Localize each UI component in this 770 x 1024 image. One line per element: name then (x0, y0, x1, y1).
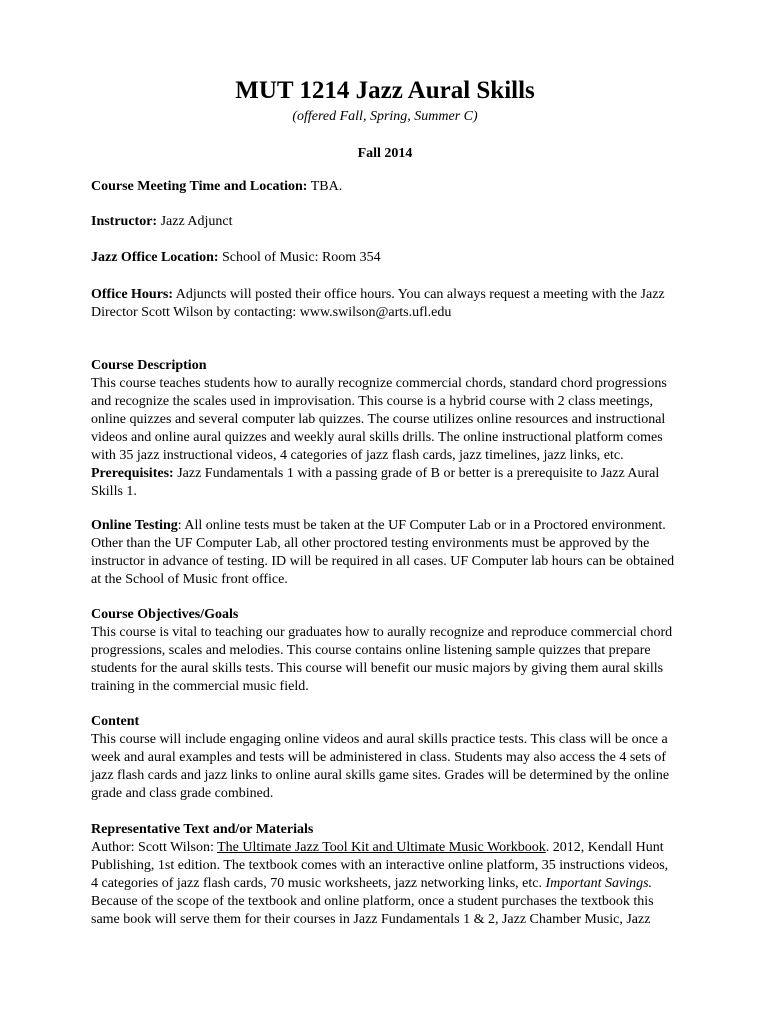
office-label: Jazz Office Location: (91, 250, 219, 265)
hours-line2: Director Scott Wilson by contacting: www.swilson@arts.ufl.edu (91, 305, 452, 320)
meeting-value: TBA. (310, 179, 343, 194)
objectives-line: students for the aural skills tests. This course will benefit our music majors by giving them aural skills (91, 661, 664, 676)
description-line: online quizzes and several computer lab quizzes. The course utilizes online resources and instructional (91, 412, 666, 427)
book-title: The Ultimate Jazz Tool Kit and Ultimate Music Workbook (217, 840, 546, 855)
course-description-heading: Course Description (91, 358, 207, 373)
materials-line3-prefix: 4 categories of jazz flash cards, 70 music worksheets, jazz networking links, etc. (91, 876, 546, 891)
instructor-info (91, 213, 727, 231)
content-line: This course will include engaging online videos and aural skills practice tests. This class will be once a (91, 732, 668, 747)
content-heading: Content (91, 714, 140, 729)
objectives-line: training in the commercial music field. (91, 679, 309, 694)
instructor-label: Instructor: (91, 214, 158, 229)
description-line: and recognize the scales used in improvisation. This course is a hybrid course with 2 class meetings, (91, 394, 653, 409)
course-description-section (91, 357, 727, 501)
description-line: This course teaches students how to aurally recognize commercial chords, standard chord progressions (91, 376, 667, 391)
prerequisites-label: Prerequisites: (91, 466, 174, 481)
meeting-label: Course Meeting Time and Location: (91, 179, 308, 194)
online-testing-label: Online Testing (91, 518, 178, 533)
description-line: videos and online aural quizzes and weekly aural skills drills. The online instructional platform comes (91, 430, 663, 445)
materials-section (91, 821, 727, 929)
meeting-info (91, 178, 727, 196)
office-value: School of Music: Room 354 (222, 250, 381, 265)
author-prefix: Author: Scott Wilson: (91, 840, 218, 855)
testing-line: at the School of Music front office. (91, 572, 288, 587)
author-suffix: . 2012, Kendall Hunt (545, 840, 664, 855)
office-hours (91, 286, 727, 322)
materials-line: Publishing, 1st edition. The textbook comes with an interactive online platform, 35 instructions videos, (91, 858, 669, 873)
document-title: MUT 1214 Jazz Aural Skills (235, 77, 535, 104)
hours-label: Office Hours: (91, 287, 174, 302)
content-line: week and aural examples and tests will be administered in class. Students may also access the 4 sets of (91, 750, 667, 765)
online-testing-line1: : All online tests must be taken at the UF Computer Lab or in a Proctored environment. (177, 518, 666, 533)
hours-line1: Adjuncts will posted their office hours. You can always request a meeting with the Jazz (175, 287, 665, 302)
testing-line: Other than the UF Computer Lab, all other proctored testing environments must be approved by the (91, 536, 650, 551)
objectives-line: This course is vital to teaching our graduates how to aurally recognize and reproduce commercial chord (91, 625, 673, 640)
document-subtitle: (offered Fall, Spring, Summer C) (292, 109, 478, 124)
objectives-heading: Course Objectives/Goals (91, 607, 239, 622)
content-section (91, 713, 727, 803)
prerequisites-line1: Jazz Fundamentals 1 with a passing grade of B or better is a prerequisite to Jazz Aural (177, 466, 660, 481)
objectives-section (91, 606, 727, 696)
materials-heading: Representative Text and/or Materials (91, 822, 314, 837)
description-line: with 35 jazz instructional videos, 4 categories of jazz flash cards, jazz timelines, jazz links, etc. (91, 448, 624, 463)
content-line: jazz flash cards and jazz links to online aural skills game sites. Grades will be determined by the online (91, 768, 670, 783)
online-testing-section (91, 517, 727, 589)
prerequisites-line2: Skills 1. (91, 484, 137, 499)
important-savings: Important Savings. (545, 876, 653, 891)
objectives-line: progressions, scales and melodies. This course contains online listening sample quizzes that prepare (91, 643, 651, 658)
office-info (91, 249, 727, 267)
testing-line: instructor in advance of testing. ID will be required in all cases. UF Computer lab hours can be obtained (91, 554, 675, 569)
term-label: Fall 2014 (357, 146, 413, 161)
materials-line: same book will serve them for their courses in Jazz Fundamentals 1 & 2, Jazz Chamber Music, Jazz (91, 912, 651, 927)
instructor-value: Jazz Adjunct (160, 214, 233, 229)
materials-line: Because of the scope of the textbook and online platform, once a student purchases the textbook this (91, 894, 654, 909)
content-line: grade and class grade combined. (91, 786, 274, 801)
